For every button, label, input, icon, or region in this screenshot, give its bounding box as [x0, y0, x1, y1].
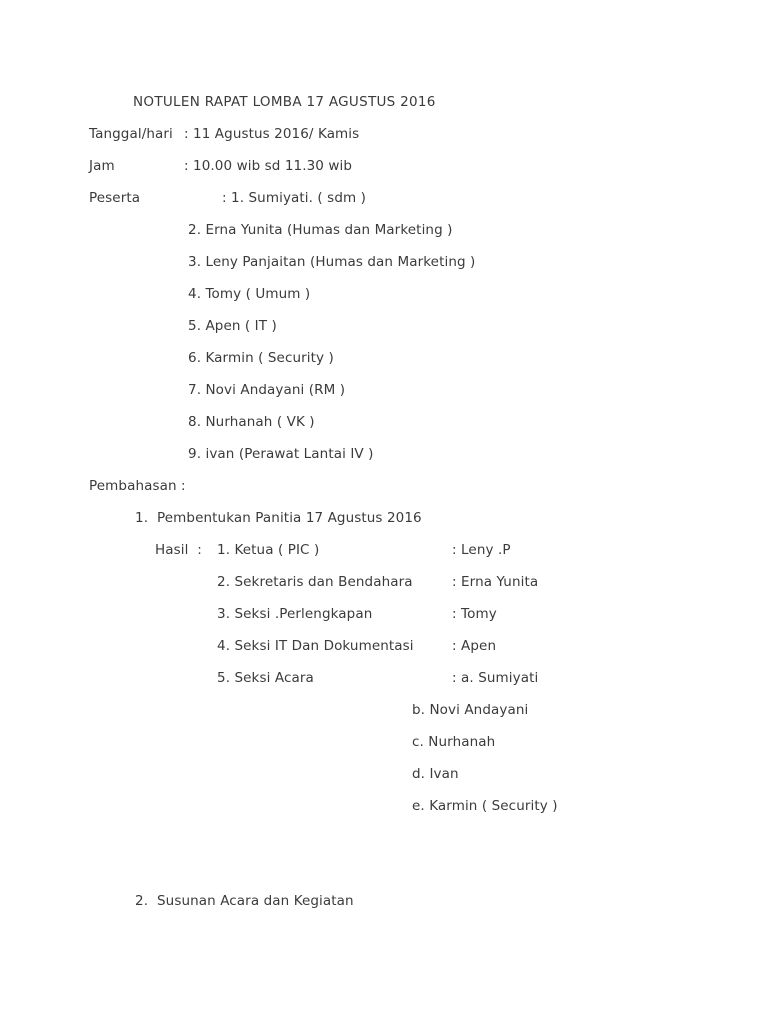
meta-value-tanggal: : 11 Agustus 2016/ Kamis: [184, 126, 360, 142]
committee-role: 4. Seksi IT Dan Dokumentasi: [217, 638, 414, 654]
meta-label-peserta: Peserta: [89, 190, 141, 206]
participant-item: 4. Tomy ( Umum ): [188, 286, 311, 302]
meta-value-jam: : 10.00 wib sd 11.30 wib: [184, 158, 353, 174]
result-label: Hasil :: [155, 542, 202, 558]
participant-item: 2. Erna Yunita (Humas dan Marketing ): [188, 222, 453, 238]
agenda-item-number: 2.: [135, 893, 149, 909]
acara-member: b. Novi Andayani: [412, 702, 529, 718]
participant-item: 8. Nurhanah ( VK ): [188, 414, 315, 430]
meta-label-jam: Jam: [89, 158, 115, 174]
committee-role: 2. Sekretaris dan Bendahara: [217, 574, 413, 590]
committee-name: : a. Sumiyati: [452, 670, 539, 686]
participant-item: 7. Novi Andayani (RM ): [188, 382, 346, 398]
committee-role: 3. Seksi .Perlengkapan: [217, 606, 373, 622]
committee-name: : Tomy: [452, 606, 497, 622]
meta-value-peserta: : 1. Sumiyati. ( sdm ): [222, 190, 366, 206]
acara-member: c. Nurhanah: [412, 734, 496, 750]
participant-item: 5. Apen ( IT ): [188, 318, 277, 334]
agenda-item-number: 1.: [135, 510, 149, 526]
participant-item: 6. Karmin ( Security ): [188, 350, 334, 366]
committee-name: : Erna Yunita: [452, 574, 539, 590]
discussion-heading: Pembahasan :: [89, 478, 186, 494]
acara-member: d. Ivan: [412, 766, 459, 782]
acara-member: e. Karmin ( Security ): [412, 798, 558, 814]
committee-name: : Leny .P: [452, 542, 511, 558]
participant-item: 3. Leny Panjaitan (Humas dan Marketing ): [188, 254, 476, 270]
agenda-item-text: Susunan Acara dan Kegiatan: [157, 893, 354, 909]
document-title: NOTULEN RAPAT LOMBA 17 AGUSTUS 2016: [133, 94, 436, 110]
committee-name: : Apen: [452, 638, 497, 654]
participant-item: 9. ivan (Perawat Lantai IV ): [188, 446, 374, 462]
meta-label-tanggal: Tanggal/hari: [89, 126, 173, 142]
agenda-item-text: Pembentukan Panitia 17 Agustus 2016: [157, 510, 422, 526]
committee-role: 1. Ketua ( PIC ): [217, 542, 320, 558]
committee-role: 5. Seksi Acara: [217, 670, 314, 686]
